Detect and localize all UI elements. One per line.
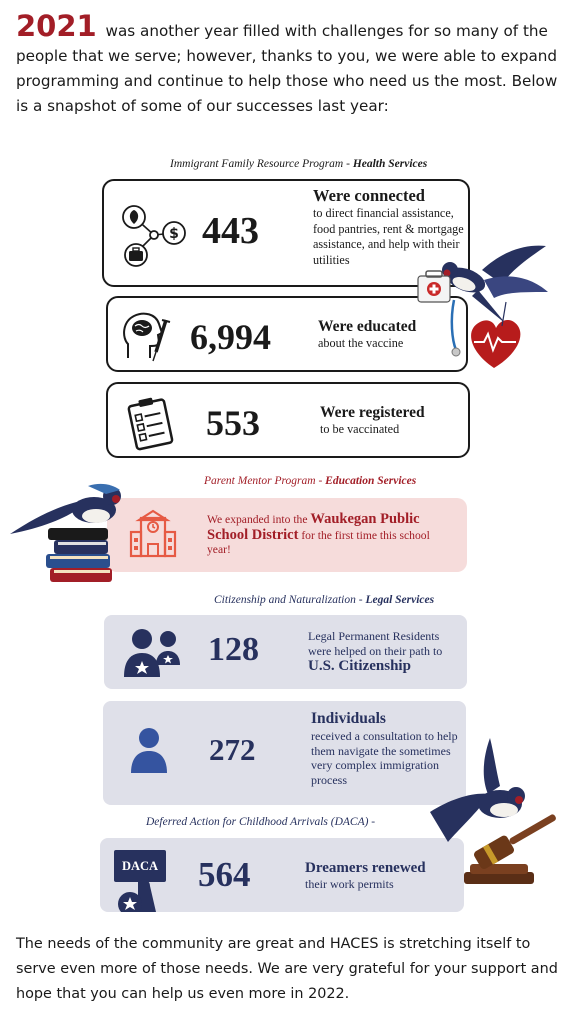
outro-paragraph: The needs of the community are great and HACES is stretching itself to serve even more of those needs. We are very grateful for your support and hope that you can help us even more in 2022.: [16, 936, 558, 1002]
stat-number: 443: [202, 210, 259, 252]
stat-lead: Individuals: [311, 710, 386, 727]
legal-section-name: Legal Services: [365, 594, 435, 606]
stat-desc: received a consultation to help them navigate the sometimes very complex immigration process: [311, 729, 458, 787]
stat-desc: Legal Permanent Residents were helped on their path to: [308, 629, 443, 658]
intro-text: was another year filled with challenges for so many of the people that we serve; however, thanks to you, we were able to expand programming and continue to help those who need us the most. Below is a snapshot of some of our successes last year:: [16, 22, 558, 115]
health-section-name: Health Services: [352, 158, 428, 170]
stat-lead: Were connected: [313, 186, 425, 205]
education-highlight: Waukegan Public School District: [207, 511, 420, 543]
stat-desc: to direct financial assistance, food pantries, rent & mortgage assistance, and help with their utilities: [313, 206, 464, 267]
stat-number: 6,994: [190, 317, 271, 357]
stat-lead: U.S. Citizenship: [308, 658, 411, 674]
stat-number: 272: [209, 732, 256, 767]
daca-sign-text: DACA: [121, 859, 159, 873]
education-text-after: for the first time this school year!: [207, 528, 430, 556]
stat-desc: about the vaccine: [318, 336, 404, 350]
health-section-program: Immigrant Family Resource Program -: [170, 158, 353, 170]
education-panel: [107, 498, 467, 572]
education-section-name: Education Services: [325, 475, 417, 487]
svg-text:$: $: [169, 226, 179, 242]
intro-year: 2021: [16, 9, 97, 43]
legal-panel-citizenship: [104, 615, 467, 689]
person-icon: [131, 727, 167, 775]
education-text-before: We expanded into the: [207, 513, 311, 526]
legal-panel-consultation: [103, 701, 466, 805]
stat-number: 128: [208, 631, 259, 668]
swallow-gavel-illustration: [430, 738, 582, 898]
legal-section-title: [214, 594, 434, 606]
stat-number: 553: [206, 403, 260, 443]
head-brain-syringe-icon: [120, 308, 176, 364]
stat-desc: their work permits: [305, 877, 394, 891]
clipboard-icon: [122, 392, 182, 452]
daca-section-title: Deferred Action for Childhood Arrivals (DACA) -: [146, 816, 376, 828]
health-section-title: [170, 158, 427, 170]
stat-number: 564: [198, 855, 251, 894]
education-text: [207, 512, 455, 558]
raised-arm-icon: [116, 878, 176, 912]
stat-desc: to be vaccinated: [320, 422, 400, 436]
swallow-books-illustration: [10, 480, 132, 586]
education-section-program: Parent Mentor Program -: [204, 475, 326, 487]
school-building-icon: [127, 508, 179, 560]
stat-lead: Dreamers renewed: [305, 860, 426, 876]
education-section-title: [204, 475, 416, 487]
daca-panel: [100, 838, 464, 912]
network-icon: [116, 199, 192, 271]
swallow-health-illustration: [414, 240, 556, 405]
stat-lead: Were registered: [320, 404, 425, 421]
stat-lead: Were educated: [318, 318, 417, 335]
legal-section-program: Citizenship and Naturalization -: [214, 594, 366, 606]
intro-paragraph: [16, 9, 572, 119]
people-star-icon: [122, 627, 182, 679]
